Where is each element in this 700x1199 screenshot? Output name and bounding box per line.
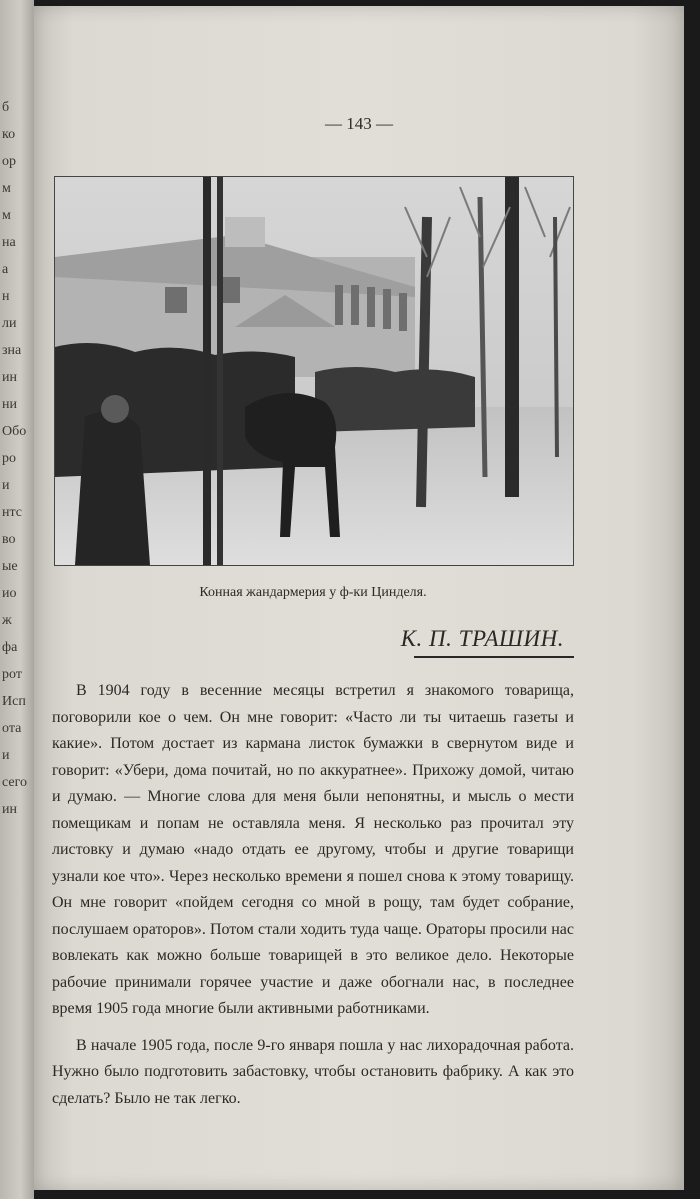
- left-page-fragment: б: [2, 100, 10, 115]
- left-page-fragment: м: [2, 181, 11, 196]
- left-page-fragment: ни: [2, 397, 17, 412]
- left-page-fragment: а: [2, 262, 9, 277]
- author-heading: К. П. ТРАШИН.: [400, 626, 564, 651]
- left-page-fragment: ро: [2, 451, 16, 466]
- left-page-fragment: на: [2, 235, 16, 250]
- left-page-fragment: ота: [2, 721, 22, 736]
- left-page-fragment: Исп: [2, 694, 26, 709]
- photo-mounted-gendarmerie: [54, 176, 574, 566]
- left-page-fragment: ин: [2, 802, 17, 817]
- left-page-fragment: ор: [2, 154, 16, 169]
- left-page-fragment: н: [2, 289, 10, 304]
- left-page-fragment: Обо: [2, 424, 27, 439]
- previous-page-edge: [0, 0, 34, 1199]
- paragraph-1: В 1904 году в весенние месяцы встретил я знакомого товарища, поговорили кое о чем. Он мне говорит: «Часто ли ты читаешь газеты и какие». Потом достает из кармана листок бумажки в свернутом виде и говорит: «Убери, дома почитай, но по аккуратнее». Прихожу домой, читаю и думаю. — Многие слова для меня были непонятны, и мысль о мести помещикам и попам не оставляла меня. Я несколько раз прочитал эту листовку и думаю «надо отдать ее другому, чтобы и другие товарищи узнали кое что». Через несколько времени я пошел снова к этому товарищу. Он мне говорит «пойдем сегодня со мной в рощу, там будет собрание, послушаем ораторов». Потом стали ходить туда чаще. Ораторы просили нас вовлекать как можно больше товарищей в это великое дело. Некоторые рабочие принимали горячее участие и даже обогнали нас, в последнее время 1905 года многие были активными работниками.: [52, 682, 574, 1017]
- book-page: [34, 6, 684, 1190]
- left-page-fragment: ко: [2, 127, 16, 142]
- left-page-fragment: фа: [2, 640, 18, 655]
- left-page-fragment: м: [2, 208, 11, 223]
- left-page-fragment: во: [2, 532, 16, 547]
- left-page-fragment: ли: [2, 316, 17, 331]
- author-underline: [414, 656, 574, 658]
- page-number: — 143 —: [325, 114, 393, 133]
- left-page-fragment: ин: [2, 370, 17, 385]
- left-page-fragment: и: [2, 478, 10, 493]
- left-page-fragment: ио: [2, 586, 17, 601]
- left-page-fragment: ж: [2, 613, 12, 628]
- paragraph-2: В начале 1905 года, после 9-го января пошла у нас лихорадочная работа. Нужно было подготовить забастовку, чтобы остановить фабрику. А как это сделать? Было не так легко.: [52, 1036, 574, 1107]
- photo-illustration: [55, 177, 573, 565]
- left-page-fragment: нтс: [2, 505, 22, 520]
- photo-caption: Конная жандармерия у ф-ки Цинделя.: [199, 585, 427, 600]
- left-page-fragment: сего: [2, 775, 27, 790]
- left-page-fragment: и: [2, 748, 10, 763]
- left-page-fragment: рот: [2, 667, 22, 682]
- left-page-fragment: ые: [2, 559, 18, 574]
- left-page-fragment: зна: [2, 343, 22, 358]
- body-text: [52, 678, 574, 1122]
